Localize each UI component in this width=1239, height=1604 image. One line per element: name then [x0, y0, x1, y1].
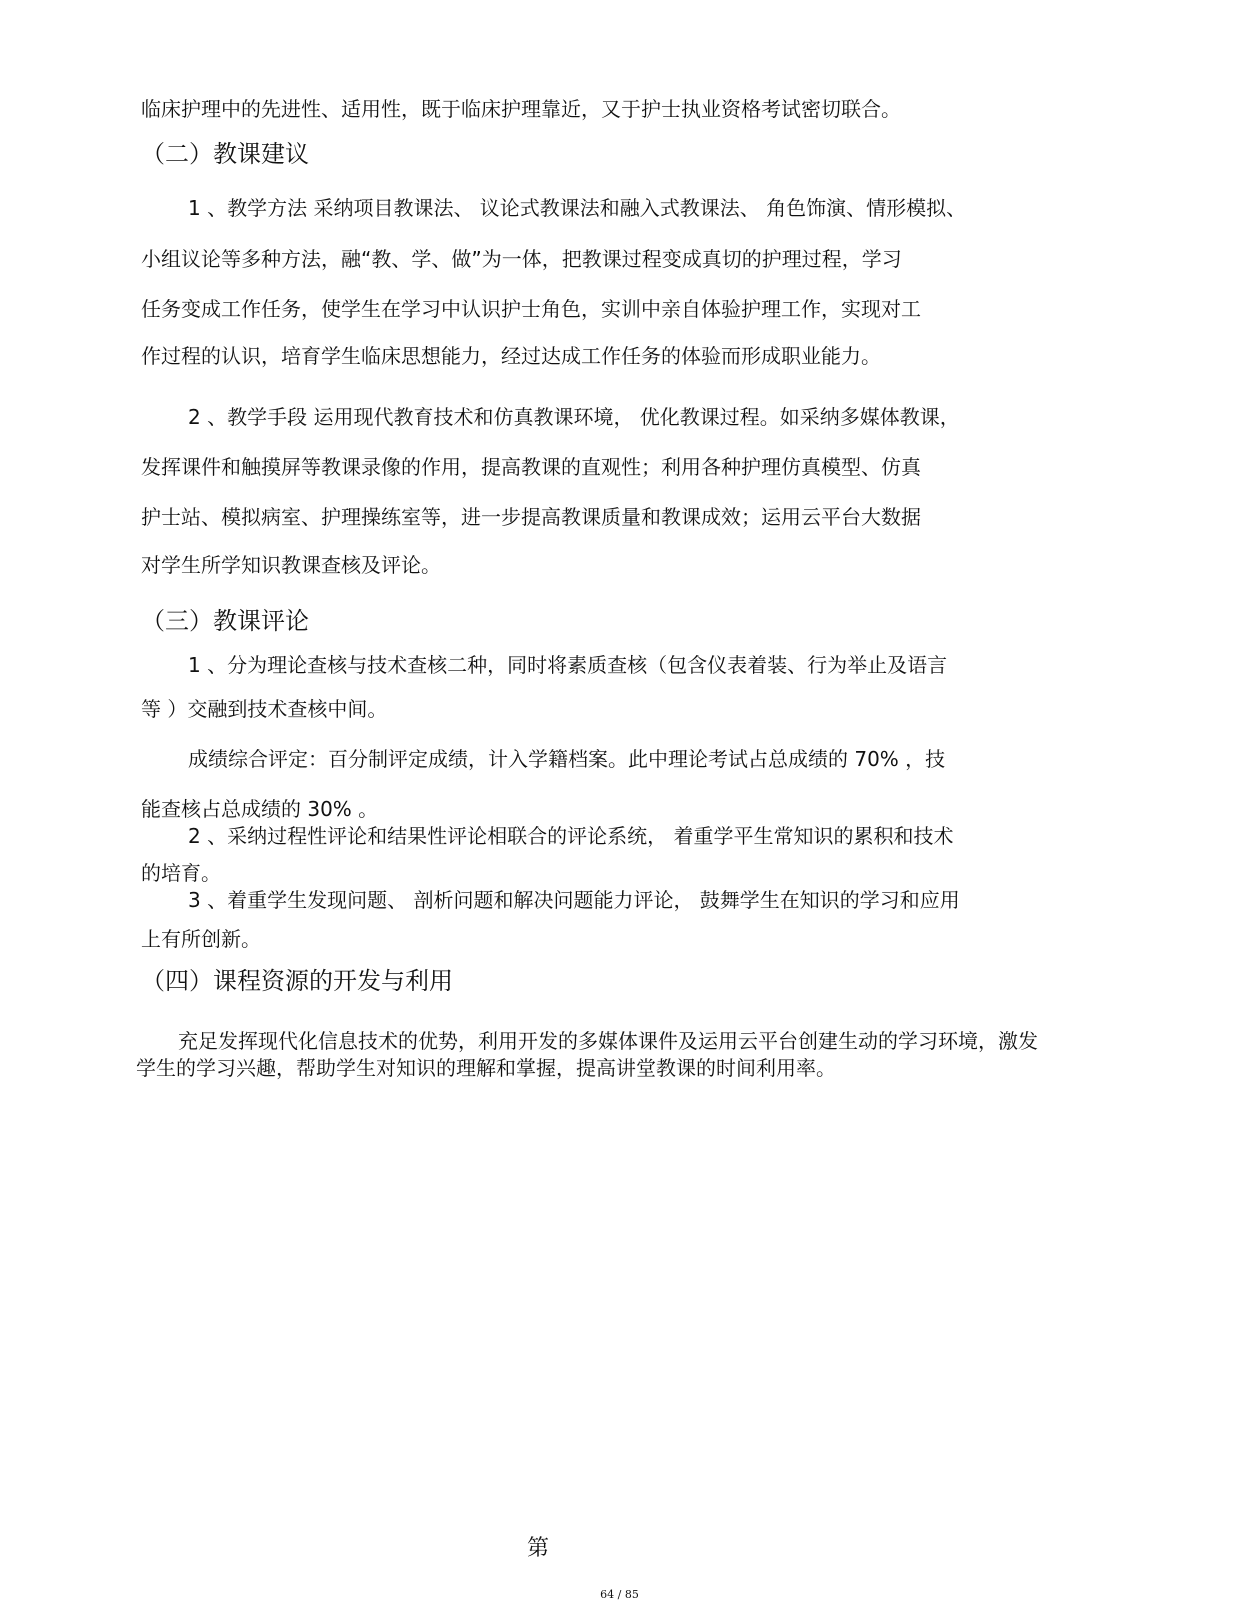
text-line: 护士站、模拟病室、护理操练室等，进一步提高教课质量和教课成效；运用云平台大数据: [141, 505, 921, 529]
text-line: 小组议论等多种方法，融“教、学、做”为一体，把教课过程变成真切的护理过程，学习: [141, 247, 902, 271]
section-heading: （三）教课评论: [141, 607, 309, 635]
text-line: 1 、分为理论查核与技术查核二种，同时将素质查核（包含仪表着装、行为举止及语言: [188, 653, 948, 677]
section-heading: （二）教课建议: [141, 140, 309, 168]
text-line: 成绩综合评定：百分制评定成绩，计入学籍档案。此中理论考试占总成绩的 70% ，技: [188, 747, 946, 771]
text-line: 2 、教学手段 运用现代教育技术和仿真教课环境， 优化教课过程。如采纳多媒体教课，: [188, 405, 960, 429]
footer-page-number: 64 / 85: [600, 1588, 639, 1601]
text-line: 3 、着重学生发现问题、 剖析问题和解决问题能力评论， 鼓舞学生在知识的学习和应用: [188, 888, 960, 912]
section-heading: （四）课程资源的开发与利用: [141, 967, 453, 995]
text-line: 作过程的认识，培育学生临床思想能力，经过达成工作任务的体验而形成职业能力。: [141, 344, 881, 368]
text-line: 发挥课件和触摸屏等教课录像的作用，提高教课的直观性；利用各种护理仿真模型、仿真: [141, 455, 921, 479]
text-line: 的培育。: [141, 861, 221, 885]
text-line: 2 、采纳过程性评论和结果性评论相联合的评论系统， 着重学平生常知识的累积和技术: [188, 824, 954, 848]
text-line: 1 、教学方法 采纳项目教课法、 议论式教课法和融入式教课法、 角色饰演、情形模拟、: [188, 196, 967, 220]
text-line: 学生的学习兴趣，帮助学生对知识的理解和掌握，提高讲堂教课的时间利用率。: [136, 1056, 836, 1080]
text-line: 充足发挥现代化信息技术的优势，利用开发的多媒体课件及运用云平台创建生动的学习环境，激发: [178, 1029, 1038, 1053]
text-line: 上有所创新。: [141, 927, 261, 951]
text-line: 对学生所学知识教课查核及评论。: [141, 553, 441, 577]
text-line: 能查核占总成绩的 30% 。: [141, 797, 379, 821]
text-line: 等 ）交融到技术查核中间。: [141, 697, 388, 721]
footer-page-label: 第: [527, 1536, 550, 1561]
text-line: 任务变成工作任务，使学生在学习中认识护士角色，实训中亲自体验护理工作，实现对工: [141, 297, 921, 321]
text-line: 临床护理中的先进性、适用性，既于临床护理靠近，又于护士执业资格考试密切联合。: [141, 97, 901, 121]
